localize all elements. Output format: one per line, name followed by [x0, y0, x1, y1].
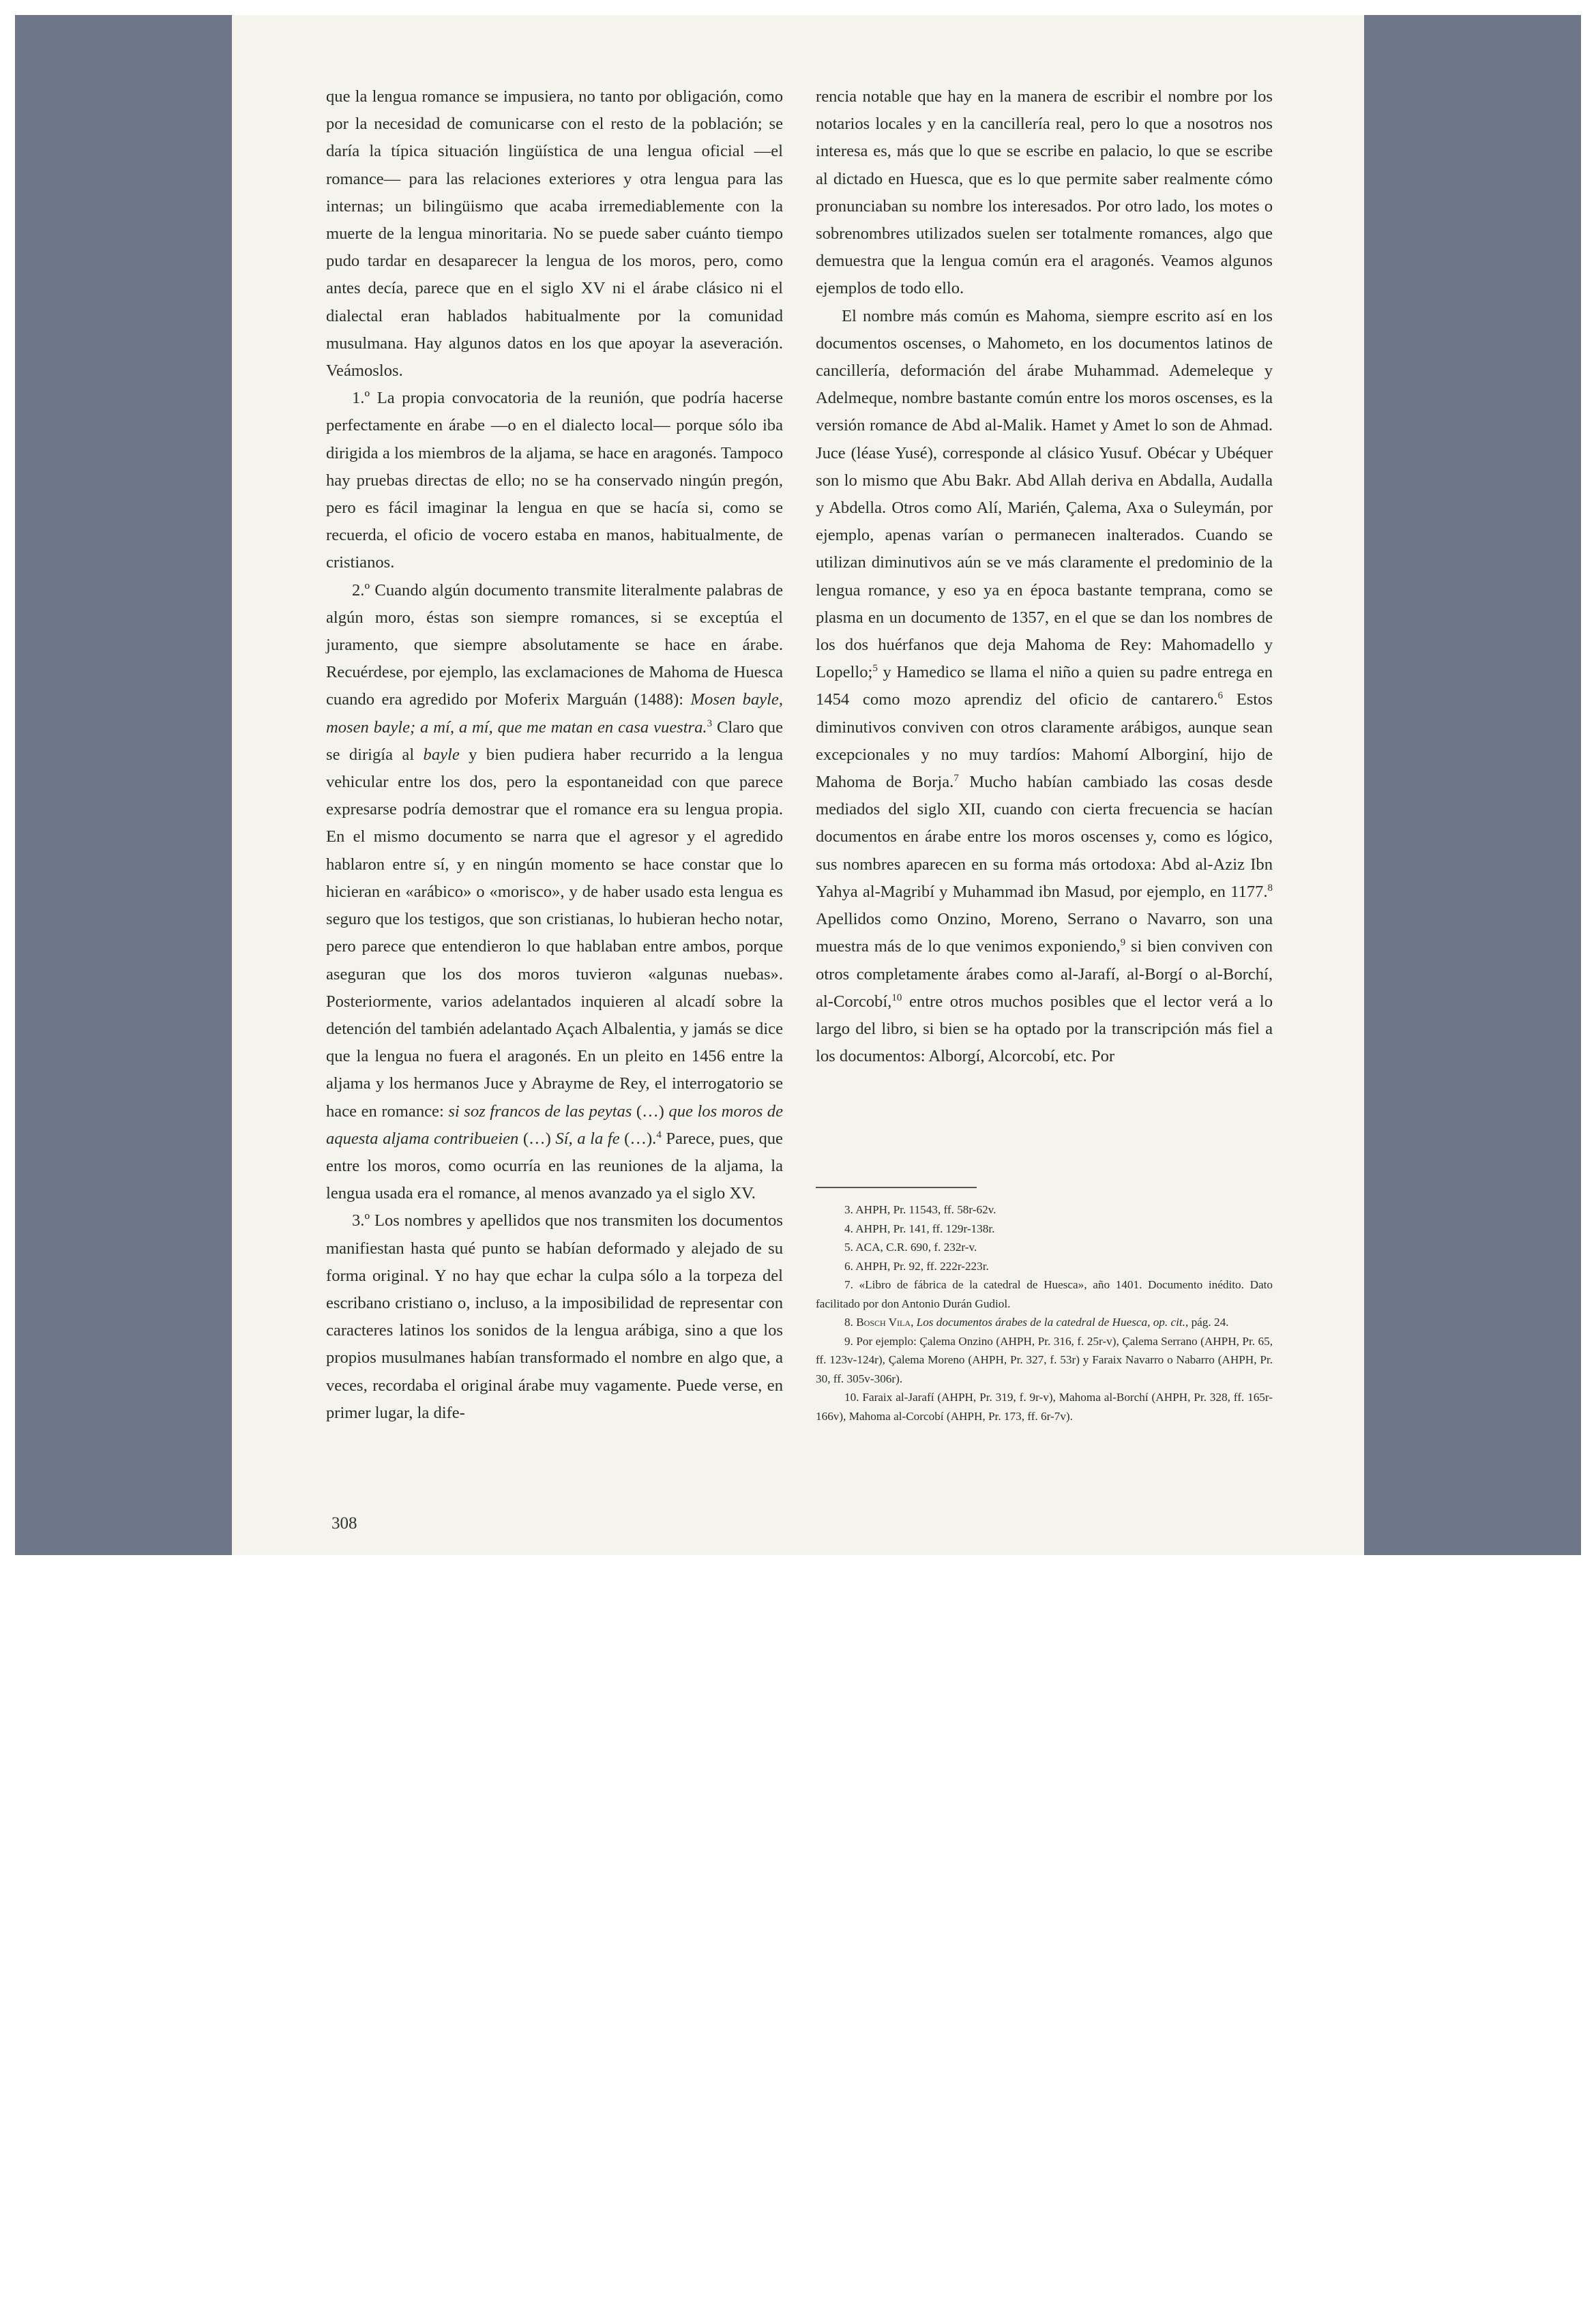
paragraph: que la lengua romance se impusiera, no tanto por obligación, como por la necesidad de comunicarse con el resto de la población; se daría la típica situación lingüística de una lengua oficial —el romance— para las relaciones exteriores y otra lengua para las internas; un bilingüismo que acaba irremediablemente con la muerte de la lengua minoritaria. No se puede saber cuánto tiempo pudo tardar en desaparecer la lengua de los moros, pero, como antes decía, parece que en el siglo XV ni el árabe clásico ni el dialectal eran hablados habitualmente por la comunidad musulmana. Hay algunos datos en los que apoyar la aseveración. Veámoslos.	[326, 87, 783, 381]
footnote	[816, 1313, 1273, 1332]
footnote-ref: 5	[872, 663, 878, 675]
footnote: 5. ACA, C.R. 690, f. 232r-v.	[844, 1241, 977, 1254]
paragraph: 3.º Los nombres y apellidos que nos transmiten los documentos manifiestan hasta qué punto se habían deformado y alejado de su forma original. Y no hay que echar la culpa sólo a la torpeza del escribano cristiano o, incluso, a la imposibilidad de representar con caracteres latinos los sonidos de la lengua arábiga, sino a que los propios musulmanes habían transformado el nombre en algo que, a veces, recordaba el original árabe muy vagamente. Puede verse, en primer lugar, la dife-	[326, 1211, 783, 1422]
paragraph	[326, 577, 783, 1208]
paragraph	[816, 303, 1273, 1071]
footnote-title: Los documentos árabes de la catedral de Huesca, op. cit.	[916, 1316, 1185, 1329]
footnote: 6. AHPH, Pr. 92, ff. 222r-223r.	[844, 1259, 989, 1273]
footnote-ref: 7	[954, 772, 959, 784]
quote: si soz francos de las peytas	[448, 1102, 632, 1121]
text-run: (…)	[632, 1102, 669, 1121]
paragraph: rencia notable que hay en la manera de escribir el nombre por los notarios locales y en la cancillería real, pero lo que a nosotros nos interesa es, más que lo que se escribe en palacio, lo que se escribe al dictado en Huesca, que es lo que permite saber realmente cómo pronunciaban su nombre los interesados. Por otro lado, los motes o sobrenombres utilizados suelen ser totalmente romances, algo que demuestra que la lengua común era el aragonés. Veamos algunos ejemplos de todo ello.	[816, 87, 1273, 298]
quote: Sí, a la fe	[555, 1129, 620, 1148]
text-run: ,	[911, 1316, 917, 1329]
quote: Mosen bayle, mosen bayle; a mí, a mí, que me matan en casa vuestra.	[326, 690, 783, 737]
footnote-ref: 4	[656, 1129, 662, 1140]
text-run: 2.º Cuando algún documento transmite literalmente palabras de algún moro, éstas son siempre romances, si se exceptúa el juramento, que siempre absolutamente se hace en árabe. Recuérdese, por ejemplo, las exclamaciones de Mahoma de Huesca cuando era agredido por Moferix Marguán (1488):	[326, 580, 783, 709]
left-column	[326, 83, 783, 1427]
footnote-ref: 9	[1120, 937, 1126, 949]
text-run: (…)	[518, 1129, 556, 1148]
text-run: (…).	[619, 1129, 657, 1148]
footnote: 7. «Libro de fábrica de la catedral de Huesca», año 1401. Documento inédito. Dato facilitado por don Antonio Durán Gudiol.	[816, 1278, 1273, 1310]
quote: que los moros de aquesta aljama contribueien	[326, 1102, 784, 1148]
text-run: Parece, pues, que entre los moros, como ocurría en las reuniones de la aljama, la lengua usada era el romance, al menos avanzado ya el siglo XV.	[326, 1129, 783, 1203]
footnote: 10. Faraix al-Jarafí (AHPH, Pr. 319, f. 9r-v), Mahoma al-Borchí (AHPH, Pr. 328, ff. 165r-166v), Mahoma al-Corcobí (AHPH, Pr. 173, ff. 6r-7v).	[816, 1391, 1273, 1423]
paragraph: 1.º La propia convocatoria de la reunión, que podría hacerse perfectamente en árabe —o en el dialecto local— porque sólo iba dirigida a los miembros de la aljama, se hace en aragonés. Tampoco hay pruebas directas de ello; no se ha conservado ningún pregón, pero es fácil imaginar la lengua en que se hacía si, como se recuerda, el oficio de vocero estaba en manos, habitualmente, de cristianos.	[326, 389, 783, 572]
text-run: Estos diminutivos conviven con otros claramente arábigos, aunque sean excepcionales y no muy tardíos: Mahomí Alborginí, hijo de Mahoma de Borja.	[816, 690, 1273, 792]
text-run: Mucho habían cambiado las cosas desde mediados del siglo XII, cuando con cierta frecuencia se hacían documentos en árabe entre los moros oscenses y, como es lógico, sus nombres aparecen en su forma más ortodoxa: Abd al-Aziz Ibn Yahya al-Magribí y Muhammad ibn Masud, por ejemplo, en 1177.	[816, 773, 1273, 901]
footnote-ref: 3	[707, 718, 713, 729]
text-run: , pág. 24.	[1185, 1316, 1229, 1329]
book-page	[232, 15, 1364, 1555]
right-column	[816, 83, 1273, 1070]
text-run: Apellidos como Onzino, Moreno, Serrano o Navarro, son una muestra más de lo que venimos exponiendo,	[816, 910, 1273, 956]
footnotes	[816, 1187, 1273, 1426]
footnote-ref: 8	[1267, 882, 1273, 893]
footnote-author: Bosch Vila	[856, 1316, 911, 1329]
text-run: entre otros muchos posibles que el lector verá a lo largo del libro, si bien se ha optado por la transcripción más fiel a los documentos: Alborgí, Alcorcobí, etc. Por	[816, 992, 1273, 1066]
footnote: 3. AHPH, Pr. 11543, ff. 58r-62v.	[844, 1203, 996, 1216]
footnote: 9. Por ejemplo: Çalema Onzino (AHPH, Pr. 316, f. 25r-v), Çalema Serrano (AHPH, Pr. 65, ff. 123v-124r), Çalema Moreno (AHPH, Pr. 327, f. 53r) y Faraix Navarro o Nabarro (AHPH, Pr. 30, ff. 305v-306r).	[816, 1334, 1273, 1385]
text-run: si bien conviven con otros completamente árabes como al-Jarafí, al-Borgí o al-Borchí, al-Corcobí,	[816, 937, 1273, 1011]
term: bayle	[423, 745, 460, 764]
page-number: 308	[331, 1514, 357, 1533]
footnote-ref: 6	[1217, 690, 1223, 702]
text-run: y Hamedico se llama el niño a quien su padre entrega en 1454 como mozo aprendiz del oficio de cantarero.	[816, 663, 1273, 709]
text-run: y bien pudiera haber recurrido a la lengua vehicular entre los dos, pero la espontaneidad con que parece expresarse podría demostrar que el romance era su lengua propia. En el mismo documento se narra que el agresor y el agredido hablaron entre sí, y en ningún momento se hace constar que lo hicieran en «arábico» o «morisco», y de haber usado esta lengua es seguro que los testigos, que son cristianas, lo hubieran hecho notar, pero parece que entendieron lo que hablaban entre ambos, porque aseguran que los dos moros tuvieron «algunas nuebas». Posteriormente, varios adelantados inquieren al alcadí sobre la detención del también adelantado Açach Albalentia, y jamás se dice que la lengua no fuera el aragonés. En un pleito en 1456 entre la aljama y los hermanos Juce y Abrayme de Rey, el interrogatorio se hace en romance:	[326, 745, 783, 1121]
text-run: El nombre más común es Mahoma, siempre escrito así en los documentos oscenses, o Mahometo, en los documentos latinos de cancillería, deformación del árabe Muhammad. Ademeleque y Adelmeque, nombre bastante común entre los moros oscenses, es la versión romance de Abd al-Malik. Hamet y Amet lo son de Ahmad. Juce (léase Yusé), corresponde al clásico Yusuf. Obécar y Ubéquer son lo mismo que Abu Bakr. Abd Allah deriva en Abdalla, Audalla y Abdella. Otros como Alí, Marién, Çalema, Axa o Suleymán, por ejemplo, apenas varían o permanecen inalterados. Cuando se utilizan diminutivos aún se ve más claramente el predominio de la lengua romance, y eso ya en época bastante temprana, como se plasma en un documento de 1357, en el que se dan los nombres de los dos huérfanos que deja Mahoma de Rey: Mahomadello y Lopello;	[816, 306, 1273, 682]
footnote-ref: 10	[891, 992, 902, 1003]
footnote-number: 8.	[844, 1316, 853, 1329]
footnote-rule	[816, 1187, 977, 1188]
text-run: Claro que se dirigía al	[326, 718, 784, 764]
footnote: 4. AHPH, Pr. 141, ff. 129r-138r.	[844, 1222, 995, 1235]
